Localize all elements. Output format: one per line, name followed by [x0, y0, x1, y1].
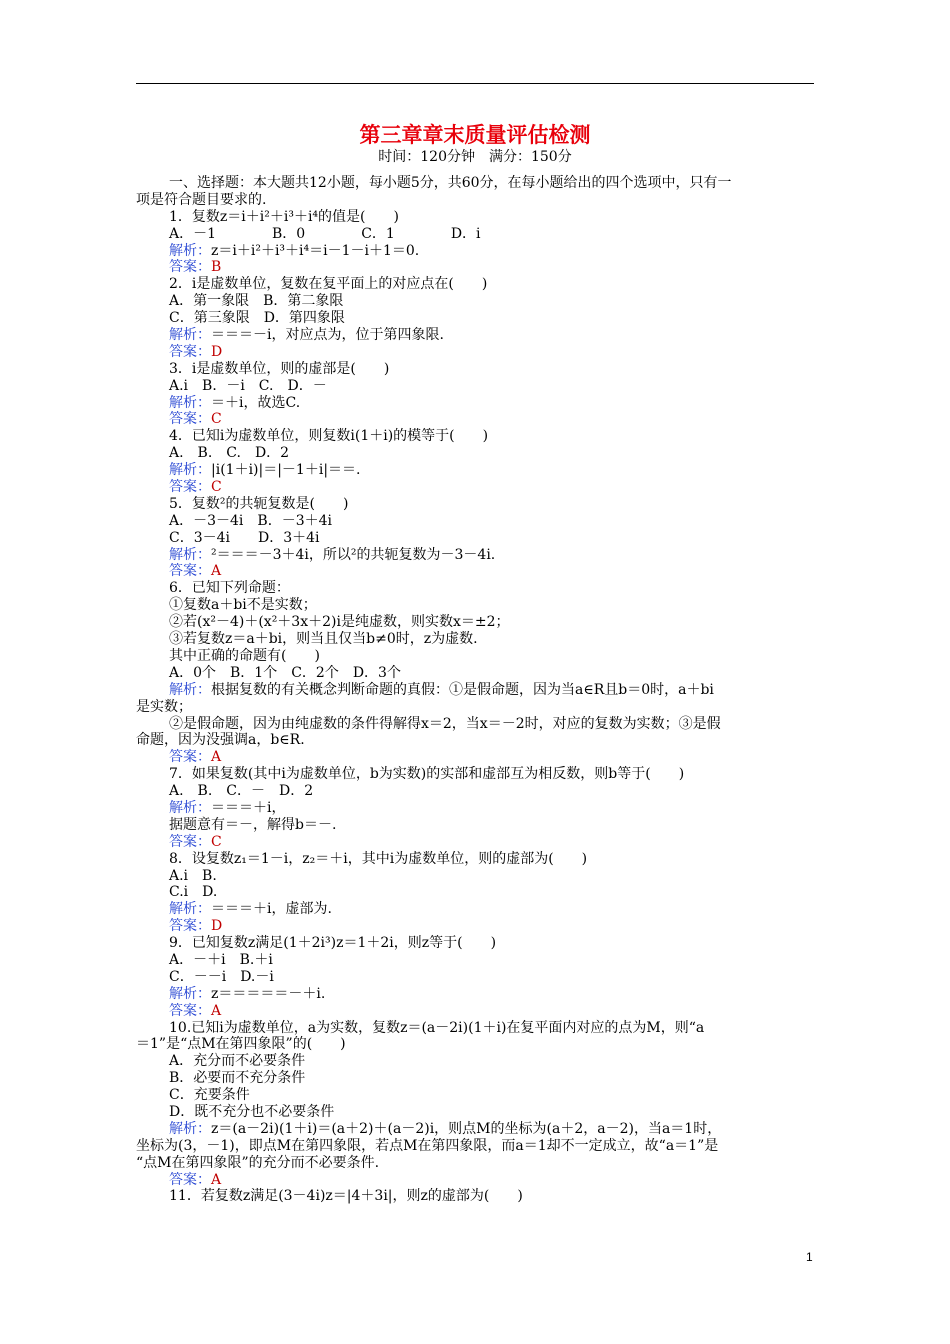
line-text: 5．复数²的共轭复数是( ) [169, 495, 349, 512]
text-line [136, 597, 816, 614]
line-text: z＝i＋i²＋i³＋i⁴＝i－1－i＋1＝0. [211, 242, 420, 259]
answer-label: 答案： [169, 343, 211, 360]
line-text: C.i D. [169, 884, 218, 901]
line-text: C [211, 411, 222, 428]
line-text: “点M在第四象限”的充分而不必要条件. [136, 1154, 380, 1171]
line-text: B [211, 259, 222, 276]
line-text: 项是符合题目要求的. [136, 191, 267, 208]
text-line [136, 648, 816, 665]
text-line [136, 580, 816, 597]
solution-line [136, 986, 816, 1003]
text-line [136, 969, 816, 986]
line-text: 3．i是虚数单位，则的虚部是( ) [169, 360, 390, 377]
text-line [136, 783, 816, 800]
line-text: 8．设复数z₁＝1－i，z₂＝＋i，其中i为虚数单位，则的虚部为( ) [169, 850, 588, 867]
line-text: A．0个 B．1个 C．2个 D．3个 [169, 664, 401, 681]
answer-label: 答案： [169, 479, 211, 496]
text-line [136, 1104, 816, 1121]
text-line [136, 1070, 816, 1087]
solution-line [136, 682, 816, 699]
text-line [136, 1155, 816, 1172]
line-text: A．充分而不必要条件 [169, 1053, 306, 1070]
text-line [136, 175, 816, 192]
text-line [136, 665, 816, 682]
answer-label: 答案： [169, 918, 211, 935]
solution-line [136, 327, 816, 344]
line-text: B．必要而不充分条件 [169, 1070, 306, 1087]
line-text: 7．如果复数(其中i为虚数单位，b为实数)的实部和虚部互为相反数，则b等于( ) [169, 766, 685, 783]
line-text: ③若复数z＝a＋bi，则当且仅当b≠0时，z为虚数. [169, 631, 478, 648]
answer-line [136, 344, 816, 361]
solution-label: 解析： [169, 1120, 211, 1137]
line-text: D [211, 343, 223, 360]
text-line [136, 868, 816, 885]
line-text: C [211, 833, 222, 850]
text-line [136, 631, 816, 648]
text-line [136, 310, 816, 327]
document-body [136, 175, 816, 1205]
text-line [136, 1138, 816, 1155]
answer-label: 答案： [169, 411, 211, 428]
text-line [136, 614, 816, 631]
line-text: C．第三象限 D．第四象限 [169, 310, 345, 327]
line-text: A．－3－4i B．－3＋4i [169, 512, 332, 529]
solution-line [136, 395, 816, 412]
line-text: 根据复数的有关概念判断命题的真假：①是假命题，因为当a∈R且b＝0时，a＋bi [211, 681, 714, 698]
line-text: 2．i是虚数单位，复数在复平面上的对应点在( ) [169, 276, 488, 293]
line-text: A.i B. [169, 867, 217, 884]
answer-label: 答案： [169, 259, 211, 276]
line-text: D [211, 918, 223, 935]
text-line [136, 428, 816, 445]
text-line [136, 1053, 816, 1070]
text-line [136, 276, 816, 293]
line-text: A [211, 1002, 222, 1019]
answer-line [136, 563, 816, 580]
answer-line [136, 918, 816, 935]
text-line [136, 884, 816, 901]
text-line [136, 530, 816, 547]
text-line [136, 1188, 816, 1205]
line-text: ＝1”是“点M在第四象限”的( ) [136, 1036, 346, 1053]
answer-line [136, 834, 816, 851]
line-text: A.i B．－i C. D．－ [169, 377, 327, 394]
line-text: C．－－i D.－i [169, 968, 274, 985]
line-text: 6．已知下列命题： [169, 580, 290, 597]
line-text: z＝(a－2i)(1＋i)＝(a＋2)＋(a－2)i，则点M的坐标为(a＋2，a－2)，当a＝1时， [211, 1120, 722, 1137]
line-text: 9．已知复数z满足(1＋2i³)z＝1＋2i，则z等于( ) [169, 935, 497, 952]
answer-line [136, 749, 816, 766]
text-line [136, 766, 816, 783]
line-text: C．3－4i D．3＋4i [169, 529, 320, 546]
line-text: A [211, 749, 222, 766]
solution-line [136, 547, 816, 564]
solution-line [136, 1121, 816, 1138]
exam-info: 时间：120分钟 满分：150分 [378, 149, 572, 165]
line-text: 据题意有＝－，解得b＝－. [169, 816, 337, 833]
text-line [136, 716, 816, 733]
answer-label: 答案： [169, 833, 211, 850]
line-text: A．－1 B．0 C．1 D．i [169, 225, 481, 242]
answer-line [136, 1003, 816, 1020]
text-line [136, 445, 816, 462]
text-line [136, 513, 816, 530]
line-text: A [211, 1171, 222, 1188]
text-line [136, 732, 816, 749]
answer-label: 答案： [169, 563, 211, 580]
text-line [136, 935, 816, 952]
answer-label: 答案： [169, 749, 211, 766]
header-rule [136, 83, 814, 84]
text-line [136, 192, 816, 209]
line-text: 坐标为(3，－1)，即点M在第四象限，若点M在第四象限，而a＝1却不一定成立，故“a＝1”是 [136, 1137, 719, 1154]
line-text: ②若(x²－4)＋(x²＋3x＋2)i是纯虚数，则实数x＝±2； [169, 614, 510, 631]
text-line [136, 209, 816, 226]
text-line [136, 496, 816, 513]
text-line [136, 851, 816, 868]
line-text: ＝＝＝＋i，虚部为. [211, 901, 332, 918]
answer-label: 答案： [169, 1171, 211, 1188]
line-text: ②是假命题，因为由纯虚数的条件得解得x＝2，当x＝－2时，对应的复数为实数；③是假 [169, 715, 721, 732]
solution-label: 解析： [169, 327, 211, 344]
solution-label: 解析： [169, 681, 211, 698]
text-line [136, 1036, 816, 1053]
text-line [136, 293, 816, 310]
line-text: |i(1＋i)|＝|－1＋i|＝＝. [211, 462, 361, 479]
line-text: z＝＝＝＝＝－＋i. [211, 985, 326, 1002]
line-text: C [211, 479, 222, 496]
answer-line [136, 1172, 816, 1189]
solution-line [136, 462, 816, 479]
text-line [136, 817, 816, 834]
solution-label: 解析： [169, 242, 211, 259]
line-text: A．－＋i B.＋i [169, 951, 273, 968]
line-text: A．第一象限 B．第二象限 [169, 293, 344, 310]
text-line [136, 1020, 816, 1037]
line-text: 1．复数z＝i＋i²＋i³＋i⁴的值是( ) [169, 208, 399, 225]
line-text: ①复数a＋bi不是实数； [169, 597, 317, 614]
solution-label: 解析： [169, 901, 211, 918]
line-text: ²＝＝＝－3＋4i，所以²的共轭复数为－3－4i. [211, 546, 496, 563]
solution-line [136, 901, 816, 918]
text-line [136, 952, 816, 969]
solution-label: 解析： [169, 799, 211, 816]
solution-label: 解析： [169, 546, 211, 563]
line-text: A [211, 563, 222, 580]
solution-label: 解析： [169, 462, 211, 479]
line-text: A. B. C. D．2 [169, 445, 290, 462]
answer-label: 答案： [169, 1002, 211, 1019]
line-text: C．充要条件 [169, 1087, 250, 1104]
line-text: A. B. C．－ D．2 [169, 783, 314, 800]
answer-line [136, 259, 816, 276]
line-text: 是实数； [136, 698, 192, 715]
text-line [136, 699, 816, 716]
text-line [136, 361, 816, 378]
answer-line [136, 479, 816, 496]
solution-label: 解析： [169, 985, 211, 1002]
solution-label: 解析： [169, 394, 211, 411]
line-text: ＝＝＝＋i， [211, 799, 286, 816]
line-text: 命题，因为没强调a，b∈R. [136, 732, 305, 749]
page-title: 第三章章末质量评估检测 [359, 123, 591, 147]
line-text: D．既不充分也不必要条件 [169, 1103, 335, 1120]
line-text: ＝＝＝－i，对应点为，位于第四象限. [211, 327, 444, 344]
text-line [136, 1087, 816, 1104]
text-line [136, 226, 816, 243]
line-text: 其中正确的命题有( ) [169, 647, 320, 664]
line-text: 11．若复数z满足(3－4i)z＝|4＋3i|，则z的虚部为( ) [169, 1188, 523, 1205]
solution-line [136, 800, 816, 817]
line-text: ＝＋i，故选C. [211, 394, 301, 411]
solution-line [136, 243, 816, 260]
line-text: 一、选择题：本大题共12小题，每小题5分，共60分，在每小题给出的四个选项中，只有一 [169, 175, 732, 191]
text-line [136, 378, 816, 395]
page-number: 1 [806, 1250, 813, 1264]
answer-line [136, 411, 816, 428]
line-text: 4．已知i为虚数单位，则复数i(1＋i)的模等于( ) [169, 428, 489, 445]
line-text: 10.已知i为虚数单位，a为实数，复数z＝(a－2i)(1＋i)在复平面内对应的点为M，则“a [169, 1019, 705, 1036]
